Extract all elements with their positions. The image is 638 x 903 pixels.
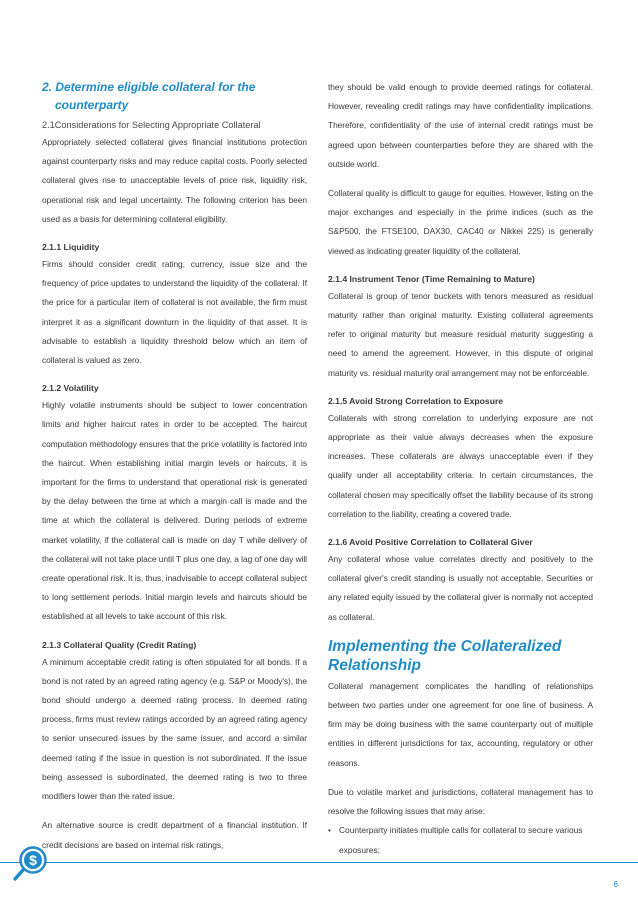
logo-dollar-symbol: $	[29, 852, 37, 868]
list-item: • Counterparty initiates multiple calls for collateral to secure various exposures;	[328, 821, 593, 859]
quality-paragraph: A minimum acceptable credit rating is often stipulated for all bonds. If a bond is not rated by an agreed rating agency (e.g. S&P or Moody's), the bond should undergo a deemed rating process. In deemed rating process, firms must review ratings accorded by an agreed rating agency to senior unsecured issues by the same issuer, and accord a similar deemed rating if the issue in question is not subordinated. If the issue being assessed is subordinated, the deemed rating is two to three modifiers lower than the rated issue.	[42, 656, 307, 802]
heading-volatility: 2.1.2 Volatility	[42, 383, 99, 394]
heading-liquidity: 2.1.1 Liquidity	[42, 242, 100, 253]
continued-paragraph: they should be valid enough to provide deemed ratings for collateral. However, revealing credit ratings may have confidentiality implications. Therefore, confidentiality of the use of internal credit ratings must be agreed upon between counterparties before they are shared with the outside world.	[328, 82, 593, 169]
page-number: 6	[613, 880, 618, 889]
intro-paragraph: Appropriately selected collateral gives financial institutions protection against counterparty risks and may reduce capital costs. Poorly selected collateral gives rise to unacceptable levels of price risk, liquidity risk, operational risk and legal uncertainty. The following criterion has been used as a basis for determining collateral eligibility.	[42, 137, 307, 224]
heading-collateral-quality: 2.1.3 Collateral Quality (Credit Rating)	[42, 639, 197, 650]
implementing-paragraph-2: Due to volatile market and jurisdictions, collateral management has to resolve the following issues that may arise:	[328, 786, 593, 817]
dollar-magnifier-icon	[12, 842, 52, 882]
left-column	[42, 78, 307, 855]
footer-rule	[0, 862, 638, 863]
issues-list	[328, 821, 593, 859]
heading-strong-correlation: 2.1.5 Avoid Strong Correlation to Exposure	[328, 395, 504, 406]
positive-correlation-paragraph: Any collateral whose value correlates directly and positively to the collateral giver's credit standing is usually not acceptable. Securities or any related equity issued by the collateral giver is normally not accepted as collateral.	[328, 554, 593, 622]
section-title-line1: 2. Determine eligible collateral for the	[42, 80, 256, 94]
section-title-line2: counterparty	[55, 98, 129, 112]
subsection-title: 2.1Considerations for Selecting Appropriate Collateral	[42, 120, 261, 130]
correlation-paragraph: Collaterals with strong correlation to underlying exposure are not appropriate as their value always decreases when the exposure increases. These collaterals are always unacceptable even if they qualify under all acceptability criteria. In certain circumstances, the collateral chosen may specifically offset the liability because of its strong correlation to the liability, creating a covered trade.	[328, 412, 593, 519]
tenor-paragraph: Collateral is group of tenor buckets with tenors measured as residual maturity rather than original maturity. Existing collateral agreements refer to original maturity but measure residual maturity suggesting a need to amend the agreement. However, in this dispute of original maturity vs. residual maturity oral arrangement may not be enforceable.	[328, 290, 593, 378]
alternative-paragraph: An alternative source is credit department of a financial institution. If credit decisions are based on internal risk ratings,	[42, 820, 307, 850]
liquidity-paragraph: Firms should consider credit rating, currency, issue size and the frequency of price updates to understand the liquidity of the collateral. If the price for a particular item of collateral is not available, the firm must interpret it as a significant downturn in the liquidity of that asset. It is advisable to establish a liquidity threshold below which an item of collateral is valued as zero.	[42, 259, 307, 366]
heading-instrument-tenor: 2.1.4 Instrument Tenor (Time Remaining to Mature)	[328, 273, 535, 284]
equities-paragraph: Collateral quality is difficult to gauge for equities. However, listing on the major exchanges and especially in the prime indices (such as the S&P500, the FTSE100, DAX30, CAC40 or Nikkei 225) is generally viewed as indicating greater liquidity of the collateral.	[328, 188, 593, 256]
heading-positive-correlation: 2.1.6 Avoid Positive Correlation to Collateral Giver	[328, 537, 533, 548]
implementing-paragraph-1: Collateral management complicates the handling of relationships between two parties under one agreement for one line of business. A firm may be doing business with the same counterparty out of multiple entities in different jurisdictions for tax, accounting, regulatory or other reasons.	[328, 680, 593, 768]
section-title	[42, 78, 307, 114]
implementing-heading: Implementing the Collateralized Relationship	[328, 637, 562, 674]
volatility-paragraph: Highly volatile instruments should be subject to lower concentration limits and higher haircut rates in order to be accepted. The haircut computation methodology ensures that the price volatility is factored into the haircut. When establishing initial margin levels or haircuts, it is important for the firms to understand that operational risk is generated by the delay between the time at which a margin call is made and the time at which the collateral is delivered. During periods of extreme market volatility, if the collateral call is made on day T while delivery of the collateral will not take place until T plus one day, a lag of one day will create operational risk. It is, thus, inadvisable to accept collateral subject to long settlement periods. Initial margin levels and haircuts should be established at all levels to take account of this risk.	[42, 400, 307, 622]
right-column	[328, 78, 593, 860]
